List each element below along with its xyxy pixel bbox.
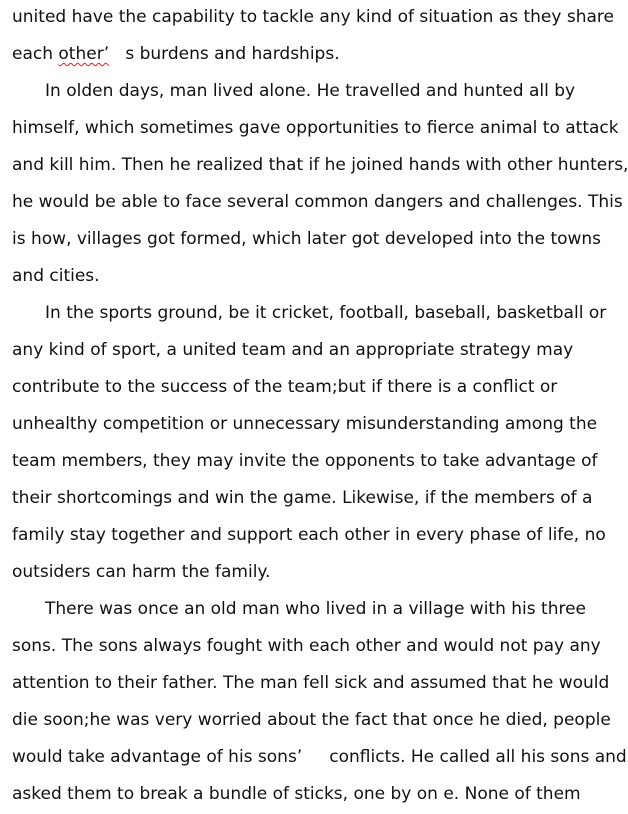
text-segment: would take advantage of his sons’ (12, 747, 303, 767)
text-line-2 (12, 42, 575, 66)
text-line-19 (12, 671, 610, 695)
text-segment: and cities. (12, 266, 100, 286)
paragraph-3-line-1 (45, 301, 607, 325)
text-segment: conflicts. He called all his sons and (329, 747, 627, 767)
text-line-15 (12, 523, 606, 547)
text-segment: There was once an old man who lived in a village with his three (45, 599, 587, 619)
text-line-1 (12, 5, 614, 29)
text-line-22 (12, 782, 581, 806)
text-segment: any kind of sport, a united team and an appropriate strategy may (12, 340, 574, 360)
text-segment: each (12, 44, 53, 64)
text-line-14 (12, 486, 593, 510)
text-segment: sons. The sons always fought with each other and would not pay any (12, 636, 601, 656)
spelling-error-word[interactable]: other’ (58, 44, 110, 64)
text-line-16 (12, 560, 575, 584)
text-segment: and kill him. Then he realized that if he joined hands with other hunters, (12, 155, 628, 175)
text-segment: their shortcomings and win the game. Likewise, if the members of a (12, 488, 593, 508)
text-segment: asked them to break a bundle of sticks, one by on e. None of them (12, 784, 581, 804)
text-line-4 (12, 116, 619, 140)
text-segment: s burdens and hardships. (125, 44, 340, 64)
text-segment: die soon;he was very worried about the fact that once he died, people (12, 710, 611, 730)
text-segment: unhealthy competition or unnecessary misunderstanding among the (12, 414, 598, 434)
text-line-10 (12, 338, 575, 362)
text-line-6 (12, 190, 623, 214)
text-segment: contribute to the success of the team;but if there is a conflict or (12, 377, 558, 397)
text-segment: is how, villages got formed, which later got developed into the towns (12, 229, 602, 249)
text-line-13 (12, 449, 598, 473)
text-segment: he would be able to face several common dangers and challenges. This (12, 192, 623, 212)
text-line-21 (12, 745, 627, 769)
text-segment: In the sports ground, be it cricket, football, baseball, basketball or (45, 303, 607, 323)
text-segment: attention to their father. The man fell sick and assumed that he would (12, 673, 610, 693)
text-line-18 (12, 634, 601, 658)
text-line-11 (12, 375, 575, 399)
text-line-12 (12, 412, 598, 436)
text-segment: himself, which sometimes gave opportunities to fierce animal to attack (12, 118, 619, 138)
paragraph-2-line-1 (45, 79, 575, 103)
text-segment: In olden days, man lived alone. He travelled and hunted all by (45, 81, 576, 101)
text-line-20 (12, 708, 611, 732)
text-line-5 (12, 153, 628, 177)
text-segment: family stay together and support each other in every phase of life, no (12, 525, 606, 545)
text-segment: united have the capability to tackle any kind of situation as they share (12, 7, 614, 27)
text-segment: outsiders can harm the family. (12, 562, 271, 582)
paragraph-4-line-1 (45, 597, 587, 621)
text-line-7 (12, 227, 602, 251)
text-line-8 (12, 264, 575, 288)
text-segment: team members, they may invite the opponents to take advantage of (12, 451, 598, 471)
